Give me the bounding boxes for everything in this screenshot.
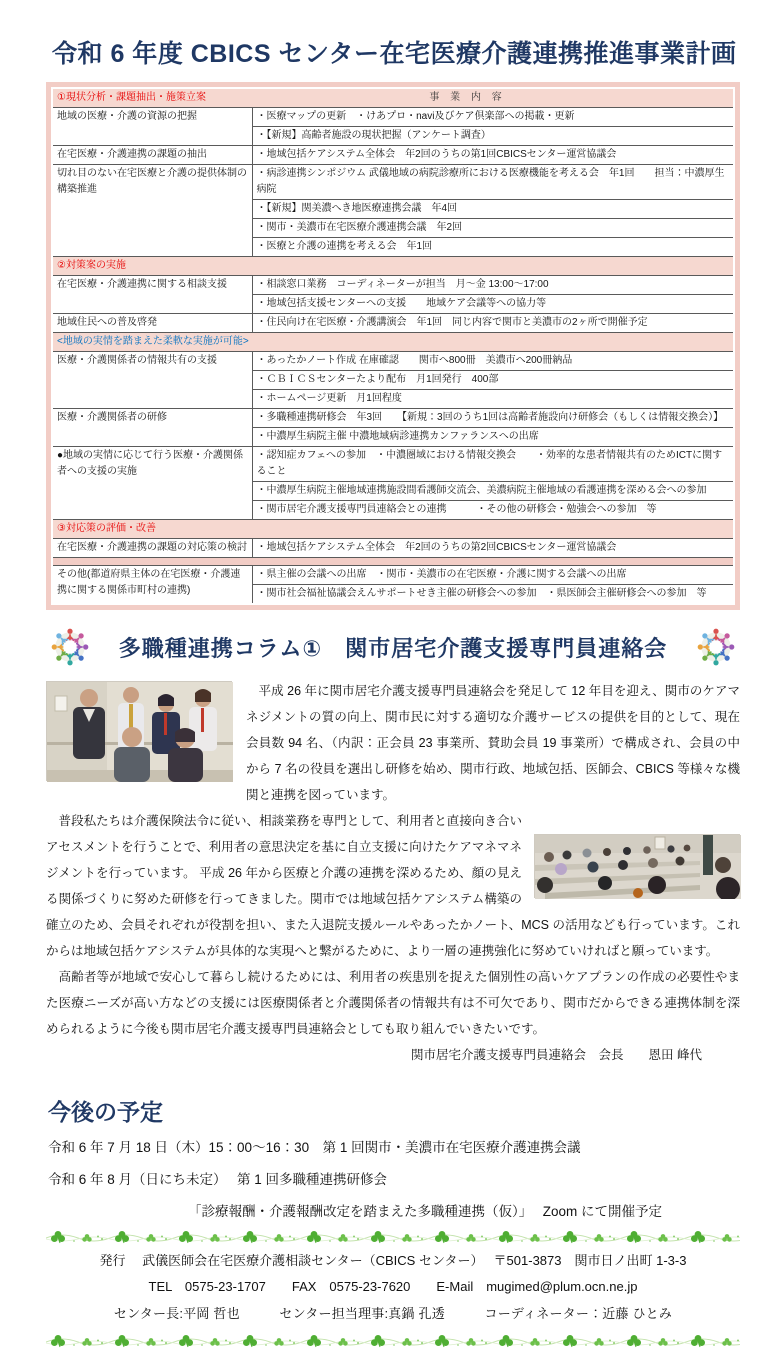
table-item-cell: ・医療と介護の連携を考える会 年1回 [252, 238, 734, 257]
table-category-cell: 医療・介護関係者の研修 [52, 409, 252, 447]
table-item-cell: ・ホームページ更新 月1回程度 [252, 390, 734, 409]
table-row [52, 108, 734, 127]
table-item-cell: ・地域包括ケアシステム全体会 年2回のうちの第1回CBICSセンター運営協議会 [252, 146, 734, 165]
table-category-cell: その他(都道府県主体の在宅医療・介護連携に関する関係市町村の連携) [52, 566, 252, 605]
table-item-cell: ・住民向け在宅医療・介護講演会 年1回 同じ内容で関市と美濃市の2ヶ所で開催予定 [252, 314, 734, 333]
schedule-heading: 今後の予定 [48, 1099, 163, 1125]
table-row [52, 352, 734, 371]
article-paragraph-1: 平成 26 年に関市居宅介護支援専門員連絡会を発足して 12 年目を迎え、関市のケアマネジメントの質の向上、関市民に対する適切な介護サービスの提供を目的として、現在会員数 94 名、（内訳：正会員 23 事業所、賛助会員 19 事業所）で構成され、会員の中から 7 名の役員を選出し研修を始め、関市行政、地域包括、医師会、CBICS 等様々な機関と連携を図っています。 [246, 684, 740, 802]
table-row [52, 314, 734, 333]
table-row [52, 447, 734, 482]
table-row [52, 409, 734, 428]
table-item-cell: ・中濃厚生病院主催 中濃地域病診連携カンファランスへの出席 [252, 428, 734, 447]
table-item-cell: ・県主催の会議への出席 ・関市・美濃市の在宅医療・介護に関する会議への出席 [252, 566, 734, 585]
table-section-label: ③対応策の評価・改善 [52, 520, 734, 539]
table-item-cell: ・【新規】高齢者施設の現状把握（アンケート調査） [252, 127, 734, 146]
table-item-cell: ・関市・美濃市在宅医療介護連携会議 年2回 [252, 219, 734, 238]
footer-contact: TEL 0575-23-1707 FAX 0575-23-7620 E-Mail mugimed@plum.ocn.ne.jp [148, 1279, 638, 1295]
people-circle-icon [694, 624, 738, 670]
page-title: 令和 6 年度 CBICS センター在宅医療介護連携推進事業計画 [52, 40, 737, 68]
table-item-cell: ・多職種連携研修会 年3回 【新規：3回のうち1回は高齢者施設向け研修会（もしくは情報交換会）】 [252, 409, 734, 428]
footer-publisher: 発行 武儀医師会在宅医療介護相談センター（CBICS センター） 〒501-3873 関市日ノ出町 1-3-3 [99, 1252, 687, 1268]
article-paragraph-3: 高齢者等が地域で安心して暮らし続けるためには、利用者の疾患別を捉えた個別性の高いケアプランの作成の必要性やまた医療ニーズが高い方などの支援には医療関係者と介護関係者の情報共有は不可欠であり、関市だからできる連携体制を深められるように今後も関市居宅介護支援専門員連絡会としても取り組んでいきたいです。 [46, 970, 740, 1036]
article-paragraph-2: 普段私たちは介護保険法令に従い、相談業務を専門として、利用者と直接向き合いアセスメントを行うことで、利用者の意思決定を基に自立支援に向けたケアマネマネジメントを行っています。 平成 26 年から医療と介護の連携を深めるため、顔の見える関係づくりに努めた研修を行ってきました。関市では地域包括ケアシステム構築の確立のため、会員それぞれが役割を担い、また入退院支援ルールやあったかノート、MCS の活用なども行っています。これからは地域包括ケアシステムが具体的な実現へと繋がるために、より一層の連携強化に努めていければと願っています。 [46, 814, 740, 958]
table-item-cell: ・地域包括支援センターへの支援 地域ケア会議等への協力等 [252, 295, 734, 314]
people-circle-icon [48, 624, 92, 670]
table-item-cell: ・病診連携シンポジウム 武儀地域の病院診療所における医療機能を考える会 年1回 担当：中濃厚生病院 [252, 165, 734, 200]
table-section-row [52, 257, 734, 276]
table-item-cell: ・医療マップの更新 ・けあプロ・navi及びケア倶楽部への掲載・更新 [252, 108, 734, 127]
clover-divider-icon [46, 1228, 740, 1246]
table-category-cell: 在宅医療・介護連携に関する相談支援 [52, 276, 252, 314]
table-item-cell: ・地域包括ケアシステム全体会 年2回のうちの第2回CBICSセンター運営協議会 [252, 539, 734, 558]
plan-table [51, 87, 735, 605]
table-category-cell: 在宅医療・介護連携の課題の抽出 [52, 146, 252, 165]
table-item-cell: ・関市社会福祉協議会えんサポートせき主催の研修会への参加 ・県医師会主催研修会への参加 等 [252, 585, 734, 605]
table-item-cell: ・相談窓口業務 コーディネーターが担当 月～金 13:00～17:00 [252, 276, 734, 295]
table-header-row [52, 88, 734, 108]
column-heading: 多職種連携コラム① 関市居宅介護支援専門員連絡会 [118, 635, 668, 661]
table-gap-row [52, 558, 734, 566]
table-row [52, 566, 734, 585]
table-category-cell: ●地域の実情に応じて行う医療・介護関係者への支援の実施 [52, 447, 252, 520]
table-section-label: ①現状分析・課題抽出・施策立案 [57, 92, 206, 103]
table-section-label: <地域の実情を踏まえた柔軟な実施が可能> [52, 333, 734, 352]
table-section-row [52, 520, 734, 539]
table-section-label: ②対策案の実施 [52, 257, 734, 276]
schedule-line: 「診療報酬・介護報酬改定を踏まえた多職種連携（仮）」 Zoom にて開催予定 [188, 1203, 663, 1219]
footer-staff: センター長:平岡 哲也 センター担当理事:真鍋 孔透 コーディネーター：近藤 ひとみ [113, 1306, 673, 1322]
table-row [52, 276, 734, 295]
column-article [46, 678, 740, 1068]
table-item-cell: ・関市居宅介護支援専門員連絡会との連携 ・その他の研修会・勉強会への参加 等 [252, 501, 734, 520]
table-section-row [52, 333, 734, 352]
group-photo [46, 681, 232, 781]
table-category-cell: 在宅医療・介護連携の課題の対応策の検討 [52, 539, 252, 558]
table-header-right: 事 業 内 容 [429, 92, 506, 103]
table-row [52, 165, 734, 200]
table-item-cell: ・認知症カフェへの参加 ・中濃圏域における情報交換会 ・効率的な患者情報共有のためICTに関すること [252, 447, 734, 482]
table-item-cell: ・ＣＢＩＣＳセンターたより配布 月1回発行 400部 [252, 371, 734, 390]
meeting-room-photo [534, 834, 740, 898]
table-item-cell: ・あったかノート作成 在庫確認 関市へ800冊 美濃市へ200冊納品 [252, 352, 734, 371]
column-heading-row [48, 624, 738, 670]
table-category-cell: 医療・介護関係者の情報共有の支援 [52, 352, 252, 409]
plan-table-frame [46, 82, 740, 610]
table-item-cell: ・中濃厚生病院主催地域連携施設間看護師交流会、美濃病院主催地域の看護連携を深める会への参加 [252, 482, 734, 501]
table-row [52, 146, 734, 165]
table-item-cell: ・【新規】関美濃へき地医療連携会議 年4回 [252, 200, 734, 219]
article-body [46, 808, 740, 1068]
schedule-line: 令和 6 年 7 月 18 日（木）15：00～16：30 第 1 回関市・美濃市在宅医療介護連携会議 [48, 1140, 581, 1155]
clover-divider-icon [46, 1332, 740, 1350]
schedule-line: 令和 6 年 8 月（日にち未定） 第 1 回多職種連携研修会 [48, 1171, 388, 1187]
table-row [52, 539, 734, 558]
table-category-cell: 地域住民への普及啓発 [52, 314, 252, 333]
table-category-cell: 地域の医療・介護の資源の把握 [52, 108, 252, 146]
table-category-cell: 切れ目のない在宅医療と介護の提供体制の構築推進 [52, 165, 252, 257]
article-signature: 関市居宅介護支援専門員連絡会 会長 恩田 峰代 [411, 1048, 702, 1062]
